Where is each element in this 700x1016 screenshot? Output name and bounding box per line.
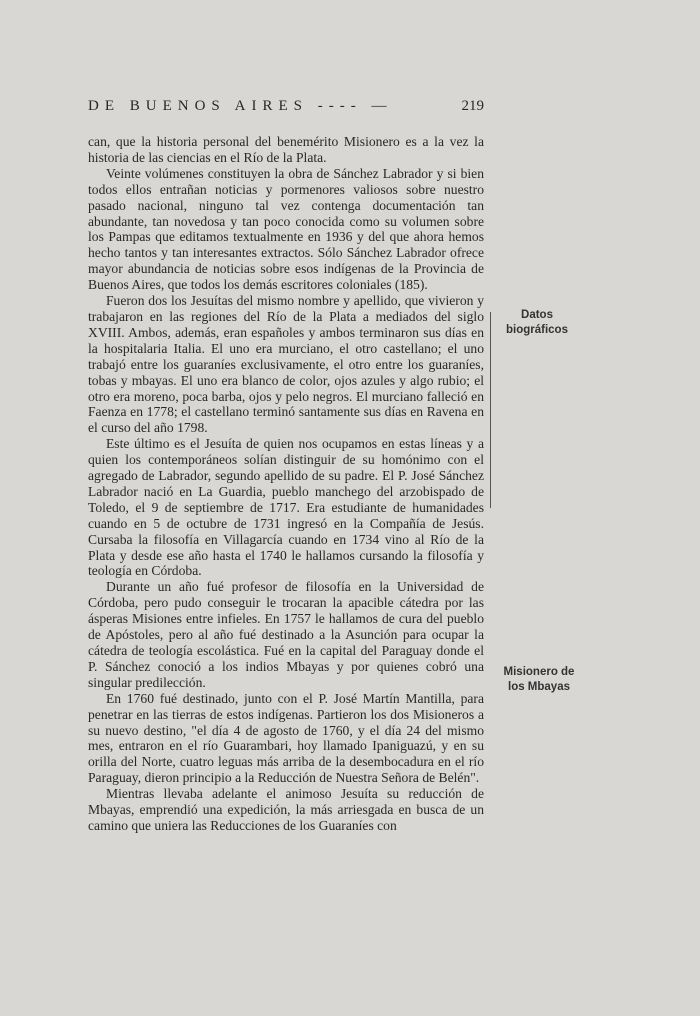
paragraph-5: En 1760 fué destinado, junto con el P. José Martín Mantilla, para penetrar en las tierras de estos indígenas. Partieron los dos Misioneros a su nuevo destino, "el día 4 de agosto de 1760, y el día 24 del mismo mes, entraron en el río Guarambari, hoy llamado Ipaniguazú, y en su orilla del Norte, cuatro leguas más arriba de la desembocadura en el río Paraguay, dieron principio a la Reducción de Nuestra Señora de Belén".	[88, 690, 484, 786]
paragraph-4: Durante un año fué profesor de filosofía en la Universidad de Córdoba, pero pudo conseguir le trocaran la apacible cátedra por las ásperas Misiones entre infieles. En 1757 le hallamos de cura del pueblo de Apóstoles, pero al año fué destinado a la Asunción para ocupar la cátedra de teología escolástica. Fué en la capital del Paraguay donde el P. Sánchez conoció a los indios Mbayas y por quienes cobró una singular predilección.	[88, 579, 484, 690]
margin-note-misionero-line2: los Mbayas	[508, 681, 570, 693]
paragraph-3: Este último es el Jesuíta de quien nos ocupamos en estas líneas y a quien los contemporáneos solían distinguir de su homónimo con el agregado de Labrador, segundo apellido de su padre. El P. José Sánchez Labrador nació en La Guardia, pueblo manchego del arzobispado de Toledo, el 9 de septiembre de 1717. Era estudiante de humanidades cuando en 5 de octubre de 1731 ingresó en la Compañía de Jesús. Cursaba la filosofía en Villagarcía cuando en 1734 vino al Río de la Plata y desde ese año hasta el 1740 le hallamos cursando la filosofía y teología en Córdoba.	[88, 436, 484, 579]
margin-note-datos	[482, 308, 592, 338]
body-text	[88, 134, 484, 834]
paragraph-6: Mientras llevaba adelante el animoso Jesuíta su reducción de Mbayas, emprendió una expedición, la más arriesgada en busca de un camino que uniera las Reducciones de los Guaraníes con	[88, 786, 484, 833]
margin-bracket-datos	[490, 312, 494, 508]
paragraph-1: Veinte volúmenes constituyen la obra de Sánchez Labrador y si bien todos ellos entrañan noticias y pormenores valiosos sobre nuestro pasado nacional, ninguno tal vez contenga documentación tan abundante, tan novedosa y tan poco conocida como su volumen sobre los Pampas que editamos textualmente en 1936 y del que ahora hemos hecho tantos y tan interesantes extractos. Sólo Sánchez Labrador ofrece mayor abundancia de noticias sobre esos indígenas de la Provincia de Buenos Aires, que todos los demás escritores coloniales (185).	[88, 165, 484, 293]
margin-note-datos-line2: biográficos	[506, 324, 568, 336]
paragraph-2: Fueron dos los Jesuítas del mismo nombre y apellido, que vivieron y trabajaron en las regiones del Río de la Plata a mediados del siglo XVIII. Ambos, además, eran españoles y ambos terminaron sus días en la hospitalaria Italia. El uno era murciano, el otro castellano; el uno trabajó entre los guaraníes exclusivamente, el otro entre los guaraníes, tobas y mbayas. El uno era blanco de color, ojos azules y algo rubio; el otro era moreno, poca barba, ojos y pelo negros. El murciano falleció en Faenza en 1778; el castellano terminó santamente sus días en Ravena en el curso del año 1798.	[88, 293, 484, 436]
margin-note-misionero-line1: Misionero de	[503, 666, 575, 678]
running-title: DE BUENOS AIRES ---- —	[88, 98, 393, 114]
running-header	[88, 98, 484, 115]
paragraph-0: can, que la historia personal del benemérito Misionero es a la vez la historia de las ciencias en el Río de la Plata.	[88, 134, 484, 165]
margin-note-misionero	[484, 665, 594, 695]
margin-note-datos-line1: Datos	[521, 309, 553, 321]
page-number: 219	[461, 98, 484, 114]
